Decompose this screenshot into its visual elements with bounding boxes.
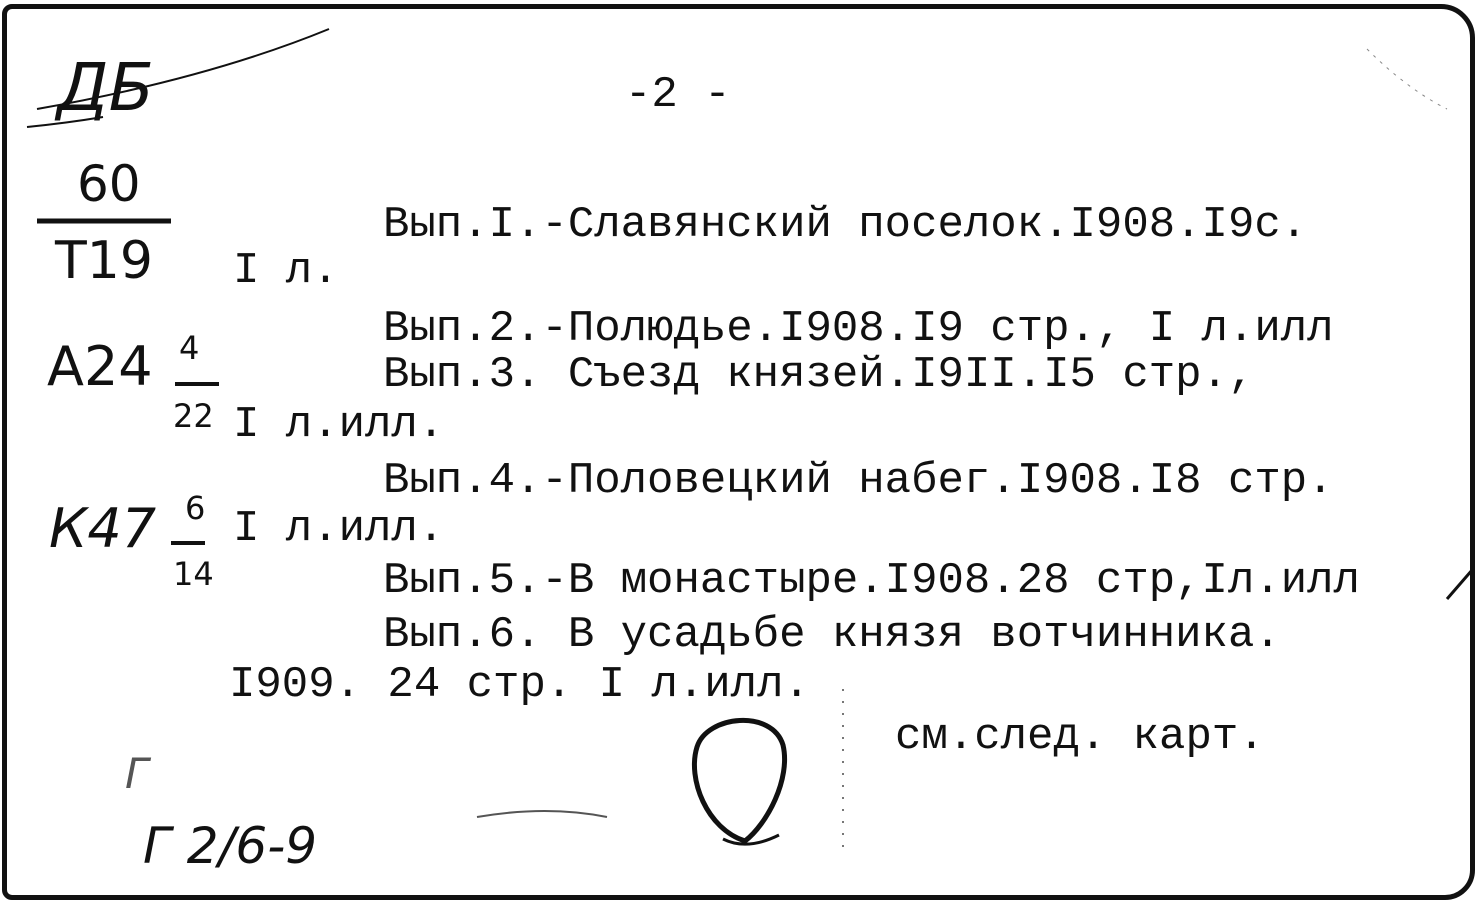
entry-vyp-4-continuation: I л.илл. xyxy=(233,504,445,554)
stray-mark xyxy=(1447,569,1475,609)
entry-vyp-4: Вып.4.-Половецкий набег.I908.I8 стр. xyxy=(383,456,1334,506)
page-number: -2 - xyxy=(625,70,731,120)
handwritten-k47-numerator: 6 xyxy=(185,489,206,527)
see-next-card: см.след. карт. xyxy=(895,712,1265,762)
handwritten-stroke-mark xyxy=(37,29,329,109)
stray-mark xyxy=(477,811,607,817)
entry-vyp-6-continuation: I909. 24 стр. I л.илл. xyxy=(229,660,810,710)
handwritten-g-code: Г 2/6-9 xyxy=(143,817,318,875)
handwritten-stroke-mark xyxy=(27,117,103,127)
entry-vyp-1-continuation: I л. xyxy=(233,246,339,296)
handwritten-a24-denominator: 22 xyxy=(173,397,214,435)
handwritten-a24-numerator: 4 xyxy=(179,329,200,367)
handwritten-g-note: Г xyxy=(125,749,149,798)
handwritten-k47: К47 xyxy=(49,497,157,560)
entry-vyp-2: Вып.2.-Полюдье.I908.I9 стр., I л.илл xyxy=(383,304,1334,354)
entry-vyp-5: Вып.5.-В монастыре.I908.28 стр,Iл.илл xyxy=(383,556,1360,606)
entry-vyp-6: Вып.6. В усадьбе князя вотчинника. xyxy=(383,610,1281,660)
entry-vyp-1: Вып.I.-Славянский поселок.I908.I9с. xyxy=(383,200,1308,250)
handwritten-call-t19: Т19 xyxy=(55,231,153,291)
punch-hole-mark xyxy=(694,720,784,841)
handwritten-a24: А24 xyxy=(47,335,153,398)
entry-vyp-3-continuation: I л.илл. xyxy=(233,400,445,450)
card-marks xyxy=(7,9,1475,900)
entry-vyp-3: Вып.3. Съезд князей.I9II.I5 стр., xyxy=(383,350,1255,400)
stray-mark xyxy=(1367,49,1447,109)
handwritten-k47-denominator: 14 xyxy=(173,555,214,593)
handwritten-call-db: ДБ xyxy=(57,49,154,126)
handwritten-call-60: 60 xyxy=(77,155,141,213)
catalog-card xyxy=(2,4,1475,900)
